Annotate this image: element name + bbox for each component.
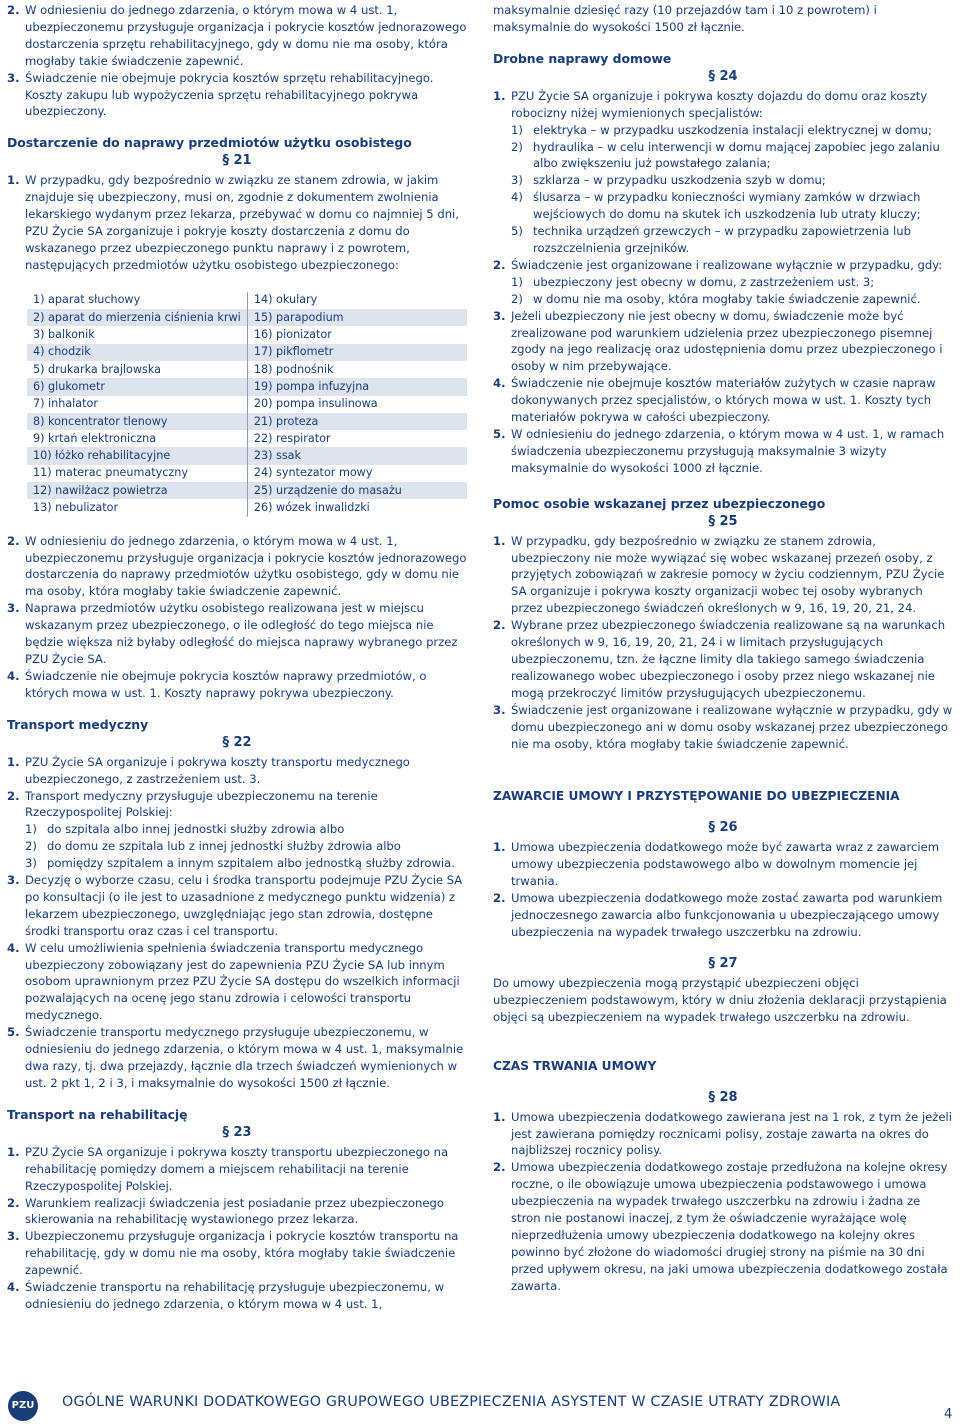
page-number: 4 xyxy=(944,1407,953,1422)
numbered-paragraph: 2. Warunkiem realizacji świadczenia jest posiadanie przez ubezpieczonego skierowania na rehabilitację wystawionego przez lekarza. xyxy=(7,1195,444,1227)
continued-text: maksymalnie dziesięć razy (10 przejazdów tam i 10 z powrotem) i maksymalnie do wysokości 1500 zł łącznie. xyxy=(493,3,877,34)
section-heading: Dostarczenie do naprawy przedmiotów użytku osobistego xyxy=(7,135,412,151)
numbered-paragraph: 1. W przypadku, gdy bezpośrednio w związku ze stanem zdrowia, ubezpieczony nie może wywiązać się wobec wskazanej przezeń osoby, z przyjętych zobowiązań w zakresie pomocy w życiu codziennym, PZU Życie SA organizuje i pokrywa koszty organizacji wobec tej osoby wybranych przez ubezpieczonego świadczeń określonych w 9, 16, 19, 20, 21, 24. xyxy=(493,533,945,616)
section-number: § 28 xyxy=(708,1089,738,1105)
numbered-paragraph: 3. Jeżeli ubezpieczony nie jest obecny w domu, świadczenie może być zrealizowane pod warunkiem udzielenia przez ubezpieczonego pisemnej zgody na jego realizację oraz udostępnienia domu przez ubezpieczonego i osoby w nim przebywające. xyxy=(493,308,943,374)
footer-title: OGÓLNE WARUNKI DODATKOWEGO GRUPOWEGO UBEZPIECZENIA ASYSTENT W CZASIE UTRATY ZDROWIA xyxy=(62,1394,841,1410)
numbered-paragraph: 1. PZU Życie SA organizuje i pokrywa koszty transportu ubezpieczonego na rehabilitację pomiędzy domem a miejscem rehabilitacji na terenie Rzeczypospolitej Polskiej. xyxy=(7,1144,449,1193)
section-number: § 24 xyxy=(708,68,738,84)
pzu-logo-icon: PZU xyxy=(8,1391,38,1421)
numbered-paragraph: 5. W odniesieniu do jednego zdarzenia, o którym mowa w 4 ust. 1, w ramach świadczenia ubezpieczonemu przysługują maksymalnie 3 wizyty maksymalnie do wysokości 1000 zł łącznie. xyxy=(493,426,945,475)
table-row: 3) balkonik 16) pionizator xyxy=(27,326,467,343)
numbered-paragraph: 1. Umowa ubezpieczenia dodatkowego zawierana jest na 1 rok, z tym że jeżeli jest zawierana pomiędzy rocznicami polisy, zostaje zawarta na okres do najbliższej rocznicy polisy. xyxy=(493,1109,952,1158)
numbered-paragraph: 1. W przypadku, gdy bezpośrednio w związku ze stanem zdrowia, w jakim znajduje się ubezpieczony, musi on, zgodnie z dokumentem zwolnienia lekarskiego wydanym przez lekarza, przebywać w domu co najmniej 5 dni, PZU Życie SA zorganizuje i pokryje koszty dostarczenia z domu do wskazanego przez ubezpieczonego punktu naprawy i z powrotem, następujących przedmiotów użytku osobistego ubezpieczonego: xyxy=(7,173,459,272)
section-heading: Transport medyczny xyxy=(7,716,149,732)
sub-item: 2) do domu ze szpitala lub z innej jednostki służby zdrowia albo xyxy=(25,839,401,854)
chapter-heading: CZAS TRWANIA UMOWY xyxy=(493,1058,657,1073)
sub-item: 5) technika urządzeń grzewczych – w przypadku zapowietrzenia lub rozszczelnienia grzejników. xyxy=(511,224,911,255)
chapter-heading: ZAWARCIE UMOWY I PRZYSTĘPOWANIE DO UBEZPIECZENIA xyxy=(493,789,900,804)
paragraph: Do umowy ubezpieczenia mogą przystąpić ubezpieczeni objęci ubezpieczeniem podstawowym, który w dniu złożenia deklaracji przystąpienia objęci są ubezpieczeniem na wypadek trwałego uszczerbku na zdrowiu. xyxy=(493,975,947,1024)
page-footer xyxy=(0,1385,960,1425)
numbered-paragraph: 4. Świadczenie nie obejmuje pokrycia kosztów naprawy przedmiotów, o których mowa w ust. 1. Koszty naprawy pokrywa ubezpieczony. xyxy=(7,668,427,700)
table-row: 12) nawilżacz powietrza 25) urządzenie do masażu xyxy=(27,482,467,499)
left-column xyxy=(7,2,467,1313)
table-row: 9) krtań elektroniczna 22) respirator xyxy=(27,430,467,447)
numbered-paragraph: 5. Świadczenie transportu medycznego przysługuje ubezpieczonemu, w odniesieniu do jednego zdarzenia, o którym mowa w 4 ust. 1, maksymalnie dwa razy, tj. dwa przejazdy, łącznie dla trzech świadczeń wymienionych w ust. 2 pkt 1, 2 i 3, i maksymalnie do wysokości 1500 zł łącznie. xyxy=(7,1025,464,1090)
section-number: § 26 xyxy=(708,820,738,836)
sub-item: 2) w domu nie ma osoby, która mogłaby takie świadczenie zapewnić. xyxy=(511,291,921,306)
numbered-paragraph: 3. Naprawa przedmiotów użytku osobistego realizowana jest w miejscu wskazanym przez ubezpieczonego, o ile odległość do tego miejsca nie będzie większa niż byłaby odległość do miejsca naprawy wybranego przez PZU Życie SA. xyxy=(7,601,458,666)
numbered-paragraph: 2. Wybrane przez ubezpieczonego świadczenia realizowane są na warunkach określonych w 9, 16, 19, 20, 21, 24 i w limitach przysługujących ubezpieczonemu, tzn. że łączne limity dla takiego samego świadczenia realizowanego wobec ubezpieczonego i osoby przez niego wskazanej nie mogą przekroczyć limitów przysługujących ubezpieczonemu. xyxy=(493,618,946,700)
numbered-paragraph: 4. Świadczenie transportu na rehabilitację przysługuje ubezpieczonemu, w odniesieniu do jednego zdarzenia, o którym mowa w 4 ust. 1, xyxy=(7,1280,445,1311)
sub-item: 1) elektryka – w przypadku uszkodzenia instalacji elektrycznej w domu; xyxy=(511,122,932,137)
section-number: § 25 xyxy=(708,513,738,529)
numbered-paragraph: 4. Świadczenie nie obejmuje kosztów materiałów zużytych w czasie napraw dokonywanych przez specjalistów, o których mowa w ust. 1. Koszty tych materiałów pokrywa w całości ubezpieczony. xyxy=(493,376,936,425)
table-row: 8) koncentrator tlenowy 21) proteza xyxy=(27,413,467,430)
numbered-paragraph: 3. Ubezpieczonemu przysługuje organizacja i pokrycie kosztów transportu na rehabilitację, gdy w domu nie ma osoby, która mogłaby takie świadczenie zapewnić. xyxy=(7,1229,459,1278)
numbered-paragraph: 4. W celu umożliwienia spełnienia świadczenia transportu medycznego ubezpieczony zobowiązany jest do zapewnienia PZU Życie SA lub innym osobom uprawnionym przez PZU Życie SA dostępu do wszelkich informacji pozwalających na ocenę jego stanu zdrowia i celowości transportu medycznego. xyxy=(7,940,460,1023)
table-row: 7) inhalator 20) pompa insulinowa xyxy=(27,396,467,413)
sub-item: 1) ubezpieczony jest obecny w domu, z zastrzeżeniem ust. 3; xyxy=(511,274,875,289)
numbered-paragraph: 2. Świadczenie jest organizowane i realizowane wyłącznie w przypadku, gdy: xyxy=(493,257,943,272)
numbered-paragraph: 3. Świadczenie nie obejmuje pokrycia kosztów sprzętu rehabilitacyjnego. Koszty zakupu lub wypożyczenia sprzętu rehabilitacyjnego pokrywa ubezpieczony. xyxy=(7,70,434,119)
numbered-paragraph: 2. Umowa ubezpieczenia dodatkowego zostaje przedłużona na kolejne okresy roczne, o ile obowiązuje umowa ubezpieczenia podstawowego i umowa ubezpieczenia na wypadek trwałego uszczerbku na zdrowiu i żadna ze stron nie postanowi inaczej, z tym że oświadczenie wyrażające wolę nieprzedłużenia umowy ubezpieczenia dodatkowego na kolejny okres powinno być złożone do wiadomości drugiej strony na piśmie na 30 dni przed upływem okresu, na jaki umowa ubezpieczenia dodatkowego została zawarta. xyxy=(493,1160,948,1293)
numbered-paragraph: 2. Umowa ubezpieczenia dodatkowego może zostać zawarta pod warunkiem jednoczesnego zawarcia albo funkcjonowania u ubezpieczającego umowy ubezpieczenia na wypadek trwałego uszczerbku na zdrowiu. xyxy=(493,891,943,939)
table-row: 5) drukarka brajlowska 18) podnośnik xyxy=(27,361,467,378)
numbered-paragraph: 2. W odniesieniu do jednego zdarzenia, o którym mowa w 4 ust. 1, ubezpieczonemu przysługuje organizacja i pokrycie kosztów jednorazowego dostarczenia sprzętu rehabilitacyjnego, gdy w domu nie ma osoby, która mogłaby takie świadczenie zapewnić. xyxy=(7,3,467,68)
numbered-paragraph: 1. Umowa ubezpieczenia dodatkowego może być zawarta wraz z zawarciem umowy ubezpieczenia podstawowego albo w dowolnym momencie jej trwania. xyxy=(493,840,940,889)
table-row: 10) łóżko rehabilitacyjne 23) ssak xyxy=(27,447,467,464)
table-row: 2) aparat do mierzenia ciśnienia krwi 15) parapodium xyxy=(27,309,467,326)
table-row: 4) chodzik 17) pikflometr xyxy=(27,344,467,361)
table-row: 1) aparat słuchowy 14) okulary xyxy=(27,292,467,309)
table-row: 6) glukometr 19) pompa infuzyjna xyxy=(27,378,467,395)
sub-item: 1) do szpitala albo innej jednostki służby zdrowia albo xyxy=(25,822,345,837)
section-heading: Transport na rehabilitację xyxy=(7,1106,188,1122)
numbered-paragraph: 1. PZU Życie SA organizuje i pokrywa koszty transportu medycznego ubezpieczonego, z zastrzeżeniem ust. 3. xyxy=(7,754,410,786)
personal-items-table xyxy=(27,292,467,517)
right-column xyxy=(493,2,953,1295)
section-number: § 23 xyxy=(222,1124,252,1140)
numbered-paragraph: 3. Świadczenie jest organizowane i realizowane wyłącznie w przypadku, gdy w domu ubezpieczonego ani w domu osoby wskazanej przez ubezpieczonego nie ma osoby, która mogłaby takie świadczenie zapewnić. xyxy=(493,702,953,751)
sub-item: 4) ślusarza – w przypadku konieczności wymiany zamków w drzwiach wejściowych do domu na skutek ich uszkodzenia lub utraty kluczy; xyxy=(511,190,921,222)
table-row: 11) materac pneumatyczny 24) syntezator mowy xyxy=(27,465,467,482)
sub-item: 3) pomiędzy szpitalem a innym szpitalem albo jednostką służby zdrowia. xyxy=(25,856,455,871)
numbered-paragraph: 1. PZU Życie SA organizuje i pokrywa koszty dojazdu do domu oraz koszty robocizny niżej wymienionych specjalistów: xyxy=(493,88,928,120)
numbered-paragraph: 2. W odniesieniu do jednego zdarzenia, o którym mowa w 4 ust. 1, ubezpieczonemu przysługuje organizacja i pokrycie kosztów jednorazowego dostarczenia do naprawy przedmiotów użytku osobistego, gdy w domu nie ma osoby, która mogłaby takie świadczenie zapewnić. xyxy=(7,533,467,599)
numbered-paragraph: 3. Decyzję o wyborze czasu, celu i środka transportu podejmuje PZU Życie SA po konsultacji (o ile jest to uzasadnione z medycznego punktu widzenia) z lekarzem ubezpieczonego, uwzględniając jego stan zdrowia, dostępne środki transportu oraz czas i cel transportu. xyxy=(7,873,463,938)
section-heading: Pomoc osobie wskazanej przez ubezpieczonego xyxy=(493,495,826,511)
sub-item: 3) szklarza – w przypadku uszkodzenia szyb w domu; xyxy=(511,173,826,188)
sub-item: 2) hydraulika – w celu interwencji w domu mającej zapobiec jego zalaniu albo zwiększeniu już powstałego zalania; xyxy=(511,139,940,171)
numbered-paragraph: 2. Transport medyczny przysługuje ubezpieczonemu na terenie Rzeczypospolitej Polskiej: xyxy=(7,788,378,820)
section-number: § 22 xyxy=(222,734,252,750)
section-number: § 21 xyxy=(222,153,252,169)
table-row: 13) nebulizator 26) wózek inwalidzki xyxy=(27,499,467,516)
section-number: § 27 xyxy=(708,955,738,971)
section-heading: Drobne naprawy domowe xyxy=(493,50,672,66)
